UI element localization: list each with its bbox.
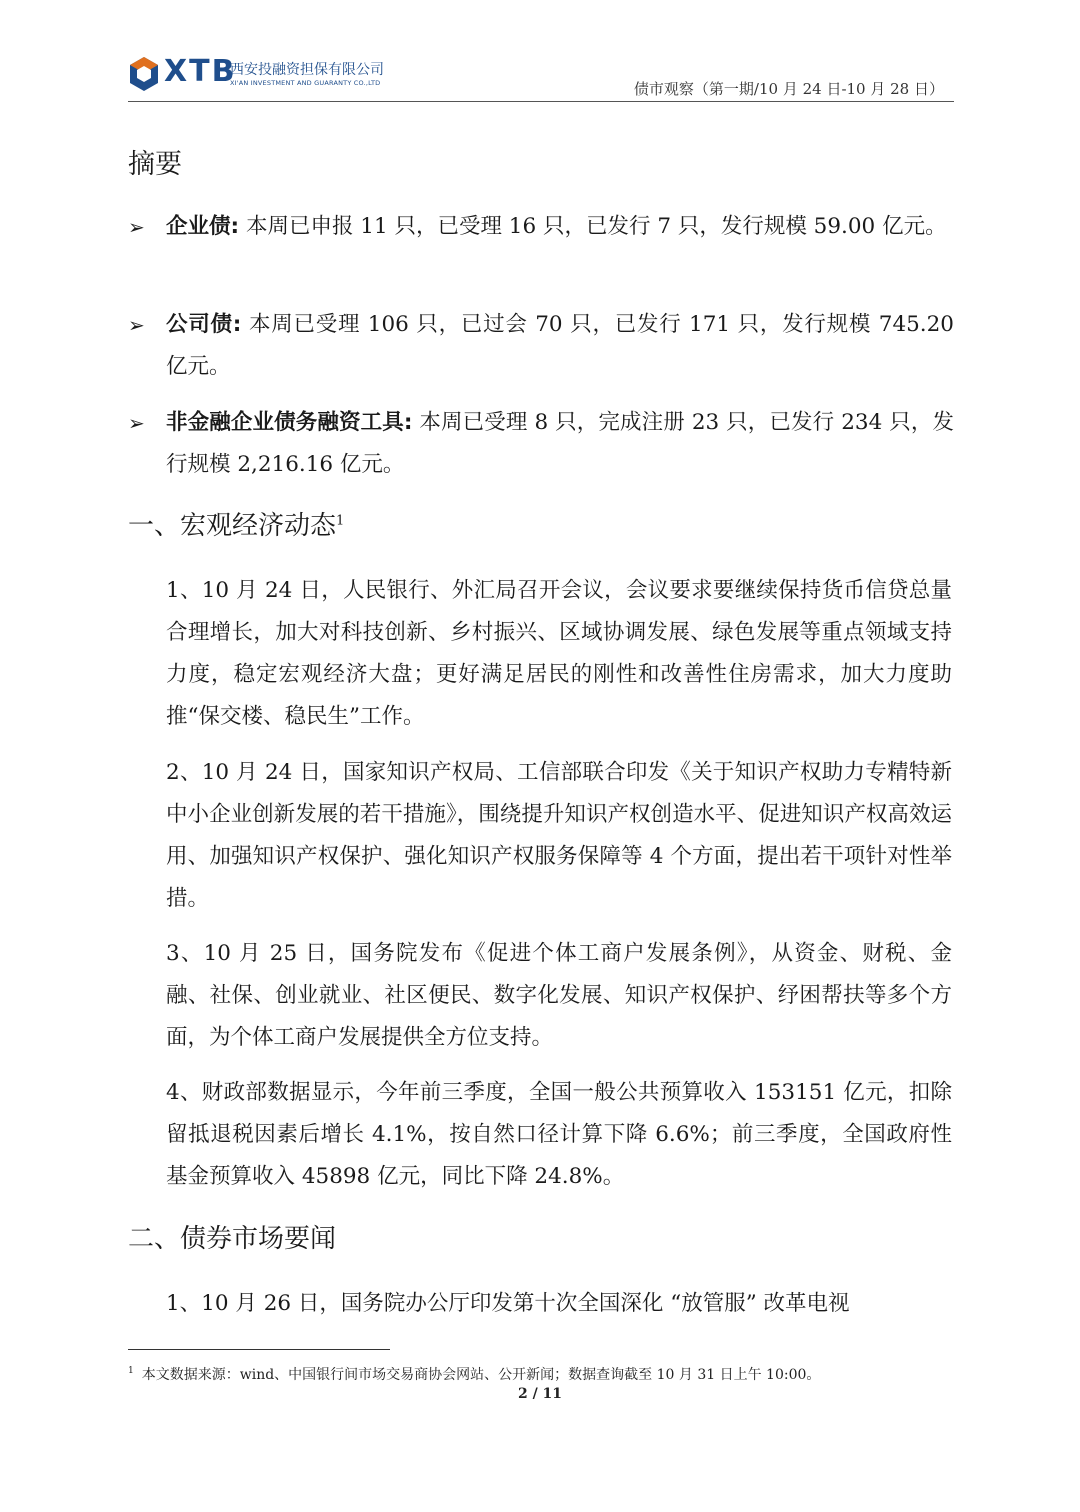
summary-bullet-enterprise-bonds <box>128 206 954 248</box>
macro-paragraph-4: 4、财政部数据显示，今年前三季度，全国一般公共预算收入 153151 亿元，扣除留抵退税因素后增长 4.1%，按自然口径计算下降 6.6%；前三季度，全国政府性基金预算收入 45898 亿元，同比下降 24.8%。 <box>166 1080 952 1189</box>
bullet-label: 公司债: <box>166 312 242 337</box>
page-header <box>128 54 954 102</box>
section-title: 一、宏观经济动态 <box>128 511 337 541</box>
section-heading-macro <box>128 505 344 542</box>
hexagon-logo-icon <box>128 56 160 92</box>
bullet-label: 企业债: <box>166 214 240 239</box>
company-logo <box>128 54 398 98</box>
arrow-bullet-icon: ➢ <box>128 215 145 239</box>
page-number: 2 / 11 <box>517 1386 563 1402</box>
footnote-text: 本文数据来源：wind、中国银行间市场交易商协会网站、公开新闻；数据查询截至 10 月 31 日上午 10:00。 <box>141 1367 821 1383</box>
footnote <box>128 1364 820 1384</box>
bullet-text <box>166 206 954 248</box>
macro-paragraph-3: 3、10 月 25 日，国务院发布《促进个体工商户发展条例》，从资金、财税、金融、社保、创业就业、社区便民、数字化发展、知识产权保护、纾困帮扶等多个方面，为个体工商户发展提供全方位支持。 <box>166 941 952 1050</box>
logo-letters: XTB <box>164 54 237 89</box>
bullet-body: 本周已申报 11 只，已受理 16 只，已发行 7 只，发行规模 59.00 亿元。 <box>239 214 947 239</box>
summary-bullet-corporate-bonds <box>128 304 954 388</box>
footnote-mark: 1 <box>128 1366 134 1377</box>
document-title: 债市观察（第一期/10 月 24 日-10 月 28 日） <box>633 80 944 98</box>
header-divider <box>128 101 954 102</box>
bullet-body: 本周已受理 106 只，已过会 70 只，已发行 171 只，发行规模 745.20 亿元。 <box>166 312 954 379</box>
arrow-bullet-icon: ➢ <box>128 411 145 435</box>
summary-heading: 摘要 <box>128 149 182 180</box>
bond-paragraph-1: 1、10 月 26 日，国务院办公厅印发第十次全国深化 “放管服” 改革电视 <box>166 1291 850 1316</box>
arrow-bullet-icon: ➢ <box>128 313 145 337</box>
footnote-divider <box>128 1349 390 1350</box>
section-heading-bond-market: 二、债券市场要闻 <box>128 1224 337 1254</box>
summary-bullet-debt-instruments <box>128 402 954 486</box>
bullet-text <box>166 304 954 388</box>
bullet-text <box>166 402 954 486</box>
company-name-en: XI'AN INVESTMENT AND GUARANTY CO.,LTD <box>230 79 381 87</box>
macro-paragraph-1: 1、10 月 24 日，人民银行、外汇局召开会议，会议要求要继续保持货币信贷总量合理增长，加大对科技创新、乡村振兴、区域协调发展、绿色发展等重点领域支持力度，稳定宏观经济大盘；更好满足居民的刚性和改善性住房需求，加大力度助推“保交楼、稳民生”工作。 <box>166 578 952 729</box>
bullet-body: 本周已受理 8 只，完成注册 23 只，已发行 234 只，发行规模 2,216.16 亿元。 <box>166 410 954 477</box>
footnote-reference[interactable]: 1 <box>336 513 345 529</box>
bullet-label: 非金融企业债务融资工具: <box>166 410 413 435</box>
company-name-cn: 西安投融资担保有限公司 <box>230 62 384 78</box>
macro-paragraph-2: 2、10 月 24 日，国家知识产权局、工信部联合印发《关于知识产权助力专精特新中小企业创新发展的若干措施》，围绕提升知识产权创造水平、促进知识产权高效运用、加强知识产权保护、强化知识产权服务保障等 4 个方面，提出若干项针对性举措。 <box>166 760 952 911</box>
